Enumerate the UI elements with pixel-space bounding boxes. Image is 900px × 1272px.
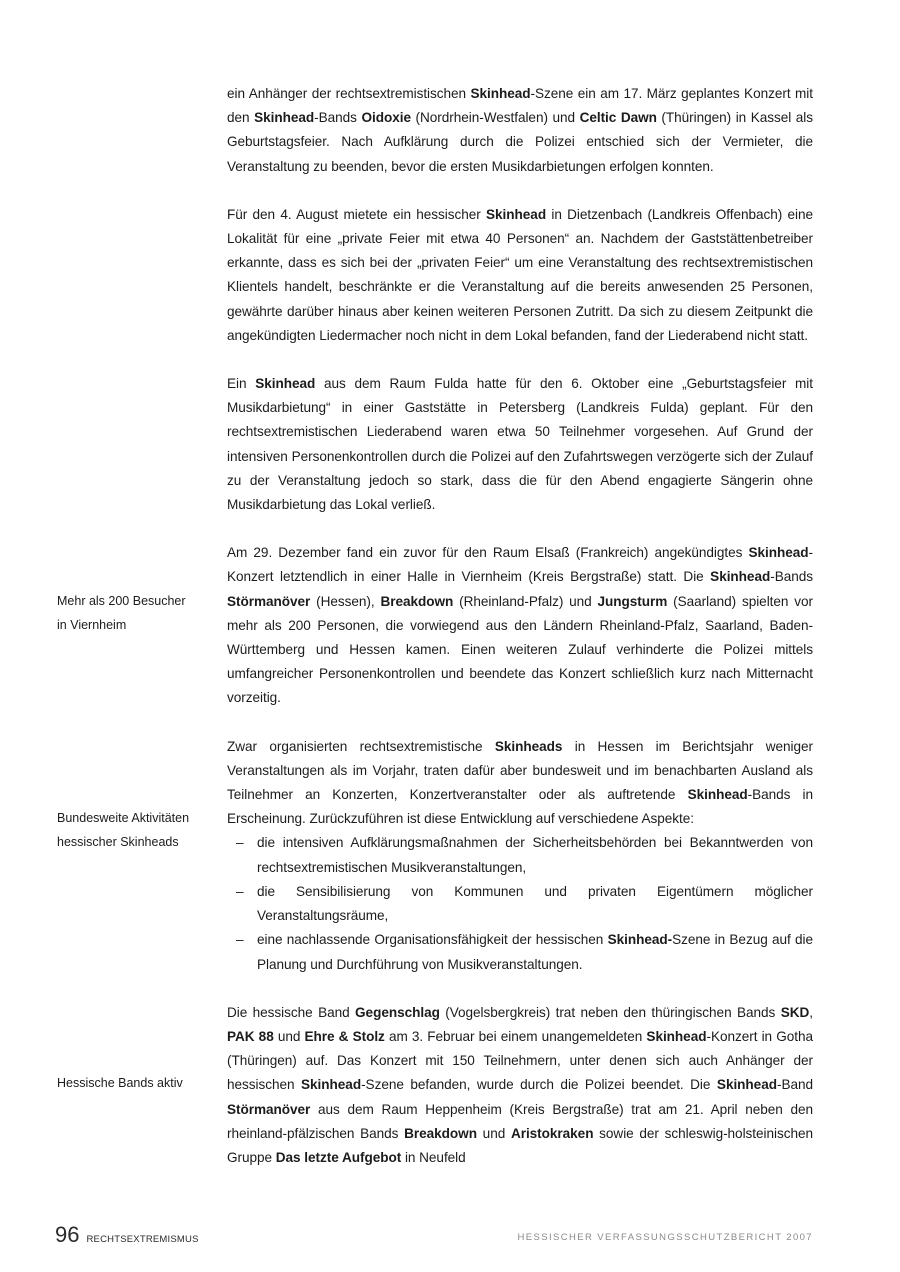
paragraph-kassel	[227, 82, 813, 179]
bold-term: Skinhead	[486, 206, 547, 222]
text-run: -Band	[776, 1077, 813, 1093]
aspects-list	[227, 831, 813, 976]
margin-note-line: hessischer Skinheads	[57, 835, 179, 849]
text-run: -Bands	[770, 569, 813, 585]
text-run: eine nachlassende Organisationsfähigkeit der hessischen	[257, 932, 608, 948]
text-run: und	[273, 1028, 305, 1044]
text-run: -Konzert in Gotha (Thüringen) auf. Das Konzert mit 150 Teilnehmern, unter denen sich auch Anhänger der hessischen	[227, 1028, 813, 1093]
text-run: in Neufeld	[401, 1149, 466, 1165]
paragraph-bundesweit	[227, 735, 813, 832]
text-run: (Thüringen) in Kassel als Geburtstagsfeier. Nach Aufklärung durch die Polizei entschied sich der Vermieter, die Veranstaltung zu beenden, bevor die ersten Musikdarbietungen erfolgen konnten.	[227, 110, 813, 174]
page-number: 96	[55, 1222, 80, 1247]
margin-note-bundesweit	[57, 806, 217, 854]
text-run: Zwar organisierten rechtsextremistische	[227, 738, 495, 754]
bold-term: Störmanöver	[227, 1101, 311, 1117]
footer-left	[55, 1222, 199, 1248]
bold-term: Skinhead	[646, 1028, 707, 1044]
text-run: die Sensibilisierung von Kommunen und privaten Eigentümern möglicher Veranstaltungsräume,	[257, 883, 813, 924]
margin-note-line: Mehr als 200 Besucher	[57, 594, 186, 608]
text-run: (Hessen),	[310, 593, 381, 609]
text-run: -Konzert letztendlich in einer Halle in Viernheim (Kreis Bergstraße) statt. Die	[227, 545, 813, 585]
text-run: Ein	[227, 376, 256, 392]
section-label: RECHTSEXTREMISMUS	[86, 1234, 199, 1245]
bold-term: Skinhead-	[607, 932, 673, 948]
bold-term: SKD	[780, 1004, 810, 1020]
text-run: die intensiven Aufklärungsmaßnahmen der Sicherheitsbehörden bei Bekanntwerden von rechtsextremistischen Musikveranstaltungen,	[257, 835, 813, 875]
text-run: Am 29. Dezember fand ein zuvor für den Raum Elsaß (Frankreich) angekündigtes	[227, 545, 749, 561]
bold-term: Skinhead	[470, 86, 531, 101]
text-run: (Saarland) spielten vor mehr als 200 Personen, die vorwiegend aus den Ländern Rheinland-Pfalz, Saarland, Baden-Württemberg und Hessen kamen. Einen weiteren Zulauf verhinderte die Polizei mittels umfangreicher Personenkontrollen und beendete das Konzert schließlich kurz nach Mitternacht vorzeitig.	[227, 593, 813, 706]
bold-term: Skinheads	[494, 738, 563, 754]
text-run: -Bands	[314, 110, 362, 126]
bold-term: PAK 88	[227, 1028, 274, 1044]
list-item	[227, 831, 813, 879]
text-run: aus dem Raum Heppenheim (Kreis Bergstraße) trat am 21. April neben den rheinland-pfälzischen Bands	[227, 1101, 813, 1141]
bold-term: Breakdown	[380, 593, 454, 609]
bold-term: Gegenschlag	[355, 1004, 440, 1020]
margin-note-bands	[57, 1071, 217, 1095]
text-run: und	[476, 1125, 511, 1141]
bold-term: Aristokraken	[510, 1125, 594, 1141]
text-run: aus dem Raum Fulda hatte für den 6. Oktober eine „Geburtstagsfeier mit Musikdarbietung“ in einer Gaststätte in Petersberg (Landkreis Fulda) geplant. Für den rechtsextremistischen Liederabend waren etwa 50 Teilnehmer vorgesehen. Auf Grund der intensiven Personenkontrollen durch die Polizei auf den Zufahrtswegen verzögerte sich der Zulauf zu der Veranstaltung jedoch so stark, dass die für den Abend engagierte Sängerin ohne Musikdarbietung das Lokal verließ.	[227, 376, 813, 513]
bold-term: Skinhead	[710, 569, 771, 585]
paragraph-petersberg	[227, 372, 813, 517]
text-run: ein Anhänger der rechtsextremistischen	[227, 86, 471, 101]
paragraph-viernheim	[227, 541, 813, 710]
bold-term: Skinhead	[301, 1077, 362, 1093]
bold-term: Oidoxie	[361, 110, 411, 126]
text-run: ,	[809, 1004, 813, 1020]
bold-term: Skinhead	[255, 376, 316, 392]
text-run: am 3. Februar bei einem unangemeldeten	[384, 1028, 647, 1044]
text-run: in Dietzenbach (Landkreis Offenbach) eine Lokalität für eine „private Feier mit etwa 40 Personen“ an. Nachdem der Gaststättenbetreiber erkannte, dass es sich bei der „privaten Feier“ um eine Veranstaltung des rechtsextremistischen Klientels handelt, beschränkte er die Veranstaltung auf die bereits anwesenden 25 Personen, gewährte darüber hinaus aber keinen weiteren Personen Zutritt. Da sich zu diesem Zeitpunkt die angekündigten Liedermacher noch nicht in dem Lokal befanden, fand der Liederabend nicht statt.	[227, 206, 814, 343]
bold-term: Skinhead	[254, 110, 315, 126]
margin-note-line: Bundesweite Aktivitäten	[57, 811, 190, 825]
margin-note-line: in Viernheim	[57, 618, 127, 632]
margin-note-line: Hessische Bands aktiv	[57, 1076, 183, 1090]
bold-term: Ehre & Stolz	[304, 1028, 385, 1044]
text-run: (Vogelsbergkreis) trat neben den thüringischen Bands	[439, 1004, 781, 1020]
bold-term: Skinhead	[687, 787, 748, 803]
bold-term: Jungsturm	[597, 593, 668, 609]
bold-term: Skinhead	[716, 1077, 777, 1093]
text-run: -Szene befanden, wurde durch die Polizei beendet. Die	[361, 1077, 717, 1093]
text-run: (Rheinland-Pfalz) und	[453, 593, 598, 609]
list-item	[227, 928, 813, 976]
paragraph-bands	[227, 1001, 813, 1170]
text-run: (Nordrhein-Westfalen) und	[410, 110, 580, 126]
bold-term: Celtic Dawn	[579, 110, 657, 126]
bold-term: Skinhead	[748, 545, 809, 561]
text-run: sowie der schleswig-holsteinischen Gruppe	[227, 1125, 813, 1165]
bold-term: Das letzte Aufgebot	[275, 1149, 402, 1165]
text-run: in Hessen im Berichtsjahr weniger Veranstaltungen als im Vorjahr, traten dafür aber bundesweit und im benachbarten Ausland als Teilnehmer an Konzerten, Konzertveranstalter oder als auftretende	[227, 738, 813, 803]
paragraph-dietzenbach	[227, 203, 813, 348]
text-run: -Szene ein am 17. März geplantes Konzert mit den	[227, 86, 813, 126]
text-run: Die hessische Band	[227, 1004, 356, 1020]
text-run: Für den 4. August mietete ein hessischer	[227, 206, 487, 222]
bold-term: Breakdown	[404, 1125, 477, 1141]
bold-term: Störmanöver	[227, 593, 311, 609]
report-title: HESSISCHER VERFASSUNGSSCHUTZBERICHT 2007	[517, 1232, 813, 1243]
text-run: Szene in Bezug auf die Planung und Durchführung von Musikveranstaltungen.	[257, 932, 813, 972]
margin-note-viernheim	[57, 589, 217, 637]
text-run: -Bands in Erscheinung. Zurückzuführen ist diese Entwicklung auf verschiedene Aspekte:	[227, 787, 813, 827]
list-item	[227, 880, 813, 928]
main-text-column	[227, 82, 813, 1170]
